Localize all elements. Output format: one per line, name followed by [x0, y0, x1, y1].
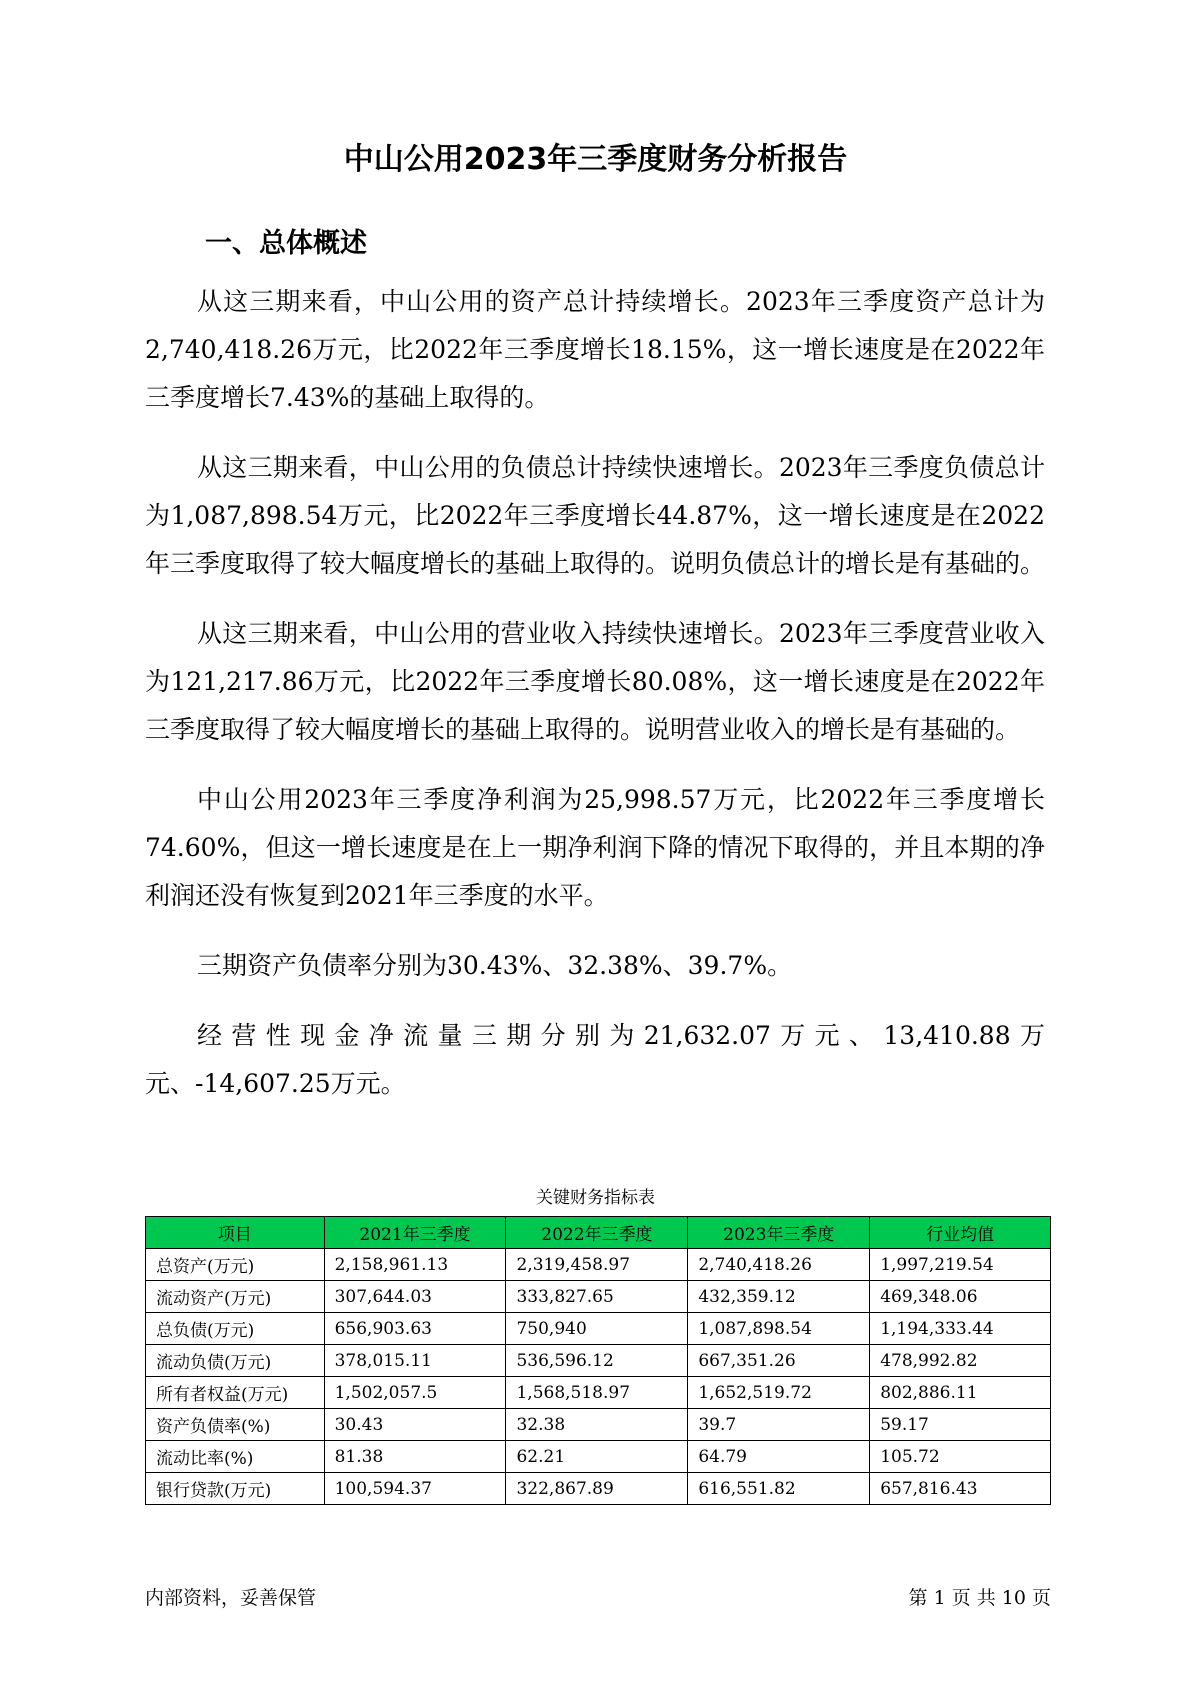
table-caption: 关键财务指标表 [536, 1188, 655, 1208]
table-header: 2022年三季度 [506, 1217, 688, 1249]
table-cell: 81.38 [324, 1441, 506, 1473]
table-cell: 30.43 [324, 1409, 506, 1441]
table-cell: 2,158,961.13 [324, 1249, 506, 1281]
footer-page-number: 第 1 页 共 10 页 [908, 1587, 1051, 1609]
table-cell: 307,644.03 [324, 1281, 506, 1313]
table-cell: 32.38 [506, 1409, 688, 1441]
table-cell: 333,827.65 [506, 1281, 688, 1313]
key-financial-indicators-table [145, 1216, 1051, 1505]
table-cell: 62.21 [506, 1441, 688, 1473]
table-cell: 478,992.82 [870, 1345, 1051, 1377]
document-title: 中山公用2023年三季度财务分析报告 [343, 142, 848, 177]
table-cell: 银行贷款(万元) [146, 1473, 325, 1505]
table-cell: 1,568,518.97 [506, 1377, 688, 1409]
paragraph-cash-flow: 经营性现金净流量三期分别为21,632.07万元、13,410.88万元、-14,607.25万元。 [145, 1021, 1045, 1098]
table-row [146, 1249, 1051, 1281]
table-cell: 322,867.89 [506, 1473, 688, 1505]
table-row [146, 1377, 1051, 1409]
table-row [146, 1441, 1051, 1473]
table-cell: 64.79 [688, 1441, 870, 1473]
paragraph-net-profit: 中山公用2023年三季度净利润为25,998.57万元，比2022年三季度增长74.60%，但这一增长速度是在上一期净利润下降的情况下取得的，并且本期的净利润还没有恢复到2021年三季度的水平。 [145, 785, 1045, 910]
section-heading: 一、总体概述 [205, 228, 367, 259]
table-cell: 流动负债(万元) [146, 1345, 325, 1377]
table-cell: 总负债(万元) [146, 1313, 325, 1345]
table-cell: 2,319,458.97 [506, 1249, 688, 1281]
table-cell: 所有者权益(万元) [146, 1377, 325, 1409]
table-cell: 105.72 [870, 1441, 1051, 1473]
table-cell: 1,087,898.54 [688, 1313, 870, 1345]
table-cell: 2,740,418.26 [688, 1249, 870, 1281]
paragraph-revenue: 从这三期来看，中山公用的营业收入持续快速增长。2023年三季度营业收入为121,217.86万元，比2022年三季度增长80.08%，这一增长速度是在2022年三季度取得了较大幅度增长的基础上取得的。说明营业收入的增长是有基础的。 [145, 619, 1045, 744]
table-cell: 总资产(万元) [146, 1249, 325, 1281]
table-cell: 657,816.43 [870, 1473, 1051, 1505]
table-row [146, 1345, 1051, 1377]
table-cell: 1,502,057.5 [324, 1377, 506, 1409]
paragraph-liabilities: 从这三期来看，中山公用的负债总计持续快速增长。2023年三季度负债总计为1,087,898.54万元，比2022年三季度增长44.87%，这一增长速度是在2022年三季度取得了较大幅度增长的基础上取得的。说明负债总计的增长是有基础的。 [145, 453, 1046, 578]
paragraph-assets: 从这三期来看，中山公用的资产总计持续增长。2023年三季度资产总计为2,740,418.26万元，比2022年三季度增长18.15%，这一增长速度是在2022年三季度增长7.43%的基础上取得的。 [145, 287, 1045, 412]
footer-confidential-note: 内部资料，妥善保管 [145, 1587, 317, 1609]
table-cell: 1,997,219.54 [870, 1249, 1051, 1281]
table-header: 2023年三季度 [688, 1217, 870, 1249]
table-row [146, 1473, 1051, 1505]
paragraph-debt-ratio: 三期资产负债率分别为30.43%、32.38%、39.7%。 [197, 951, 793, 980]
table-cell: 100,594.37 [324, 1473, 506, 1505]
table-cell: 378,015.11 [324, 1345, 506, 1377]
table-header: 行业均值 [870, 1217, 1051, 1249]
table-cell: 667,351.26 [688, 1345, 870, 1377]
table-cell: 616,551.82 [688, 1473, 870, 1505]
table-row [146, 1313, 1051, 1345]
table-cell: 39.7 [688, 1409, 870, 1441]
table-cell: 59.17 [870, 1409, 1051, 1441]
table-cell: 656,903.63 [324, 1313, 506, 1345]
table-cell: 432,359.12 [688, 1281, 870, 1313]
table-cell: 1,652,519.72 [688, 1377, 870, 1409]
table-cell: 流动资产(万元) [146, 1281, 325, 1313]
table-row [146, 1409, 1051, 1441]
table-cell: 536,596.12 [506, 1345, 688, 1377]
table-header: 2021年三季度 [324, 1217, 506, 1249]
table-cell: 1,194,333.44 [870, 1313, 1051, 1345]
table-row [146, 1281, 1051, 1313]
table-header: 项目 [146, 1217, 325, 1249]
table-cell: 750,940 [506, 1313, 688, 1345]
table-cell: 流动比率(%) [146, 1441, 325, 1473]
table-cell: 资产负债率(%) [146, 1409, 325, 1441]
document-body [145, 278, 1045, 1130]
table-header-row [146, 1217, 1051, 1249]
table-cell: 802,886.11 [870, 1377, 1051, 1409]
table-cell: 469,348.06 [870, 1281, 1051, 1313]
